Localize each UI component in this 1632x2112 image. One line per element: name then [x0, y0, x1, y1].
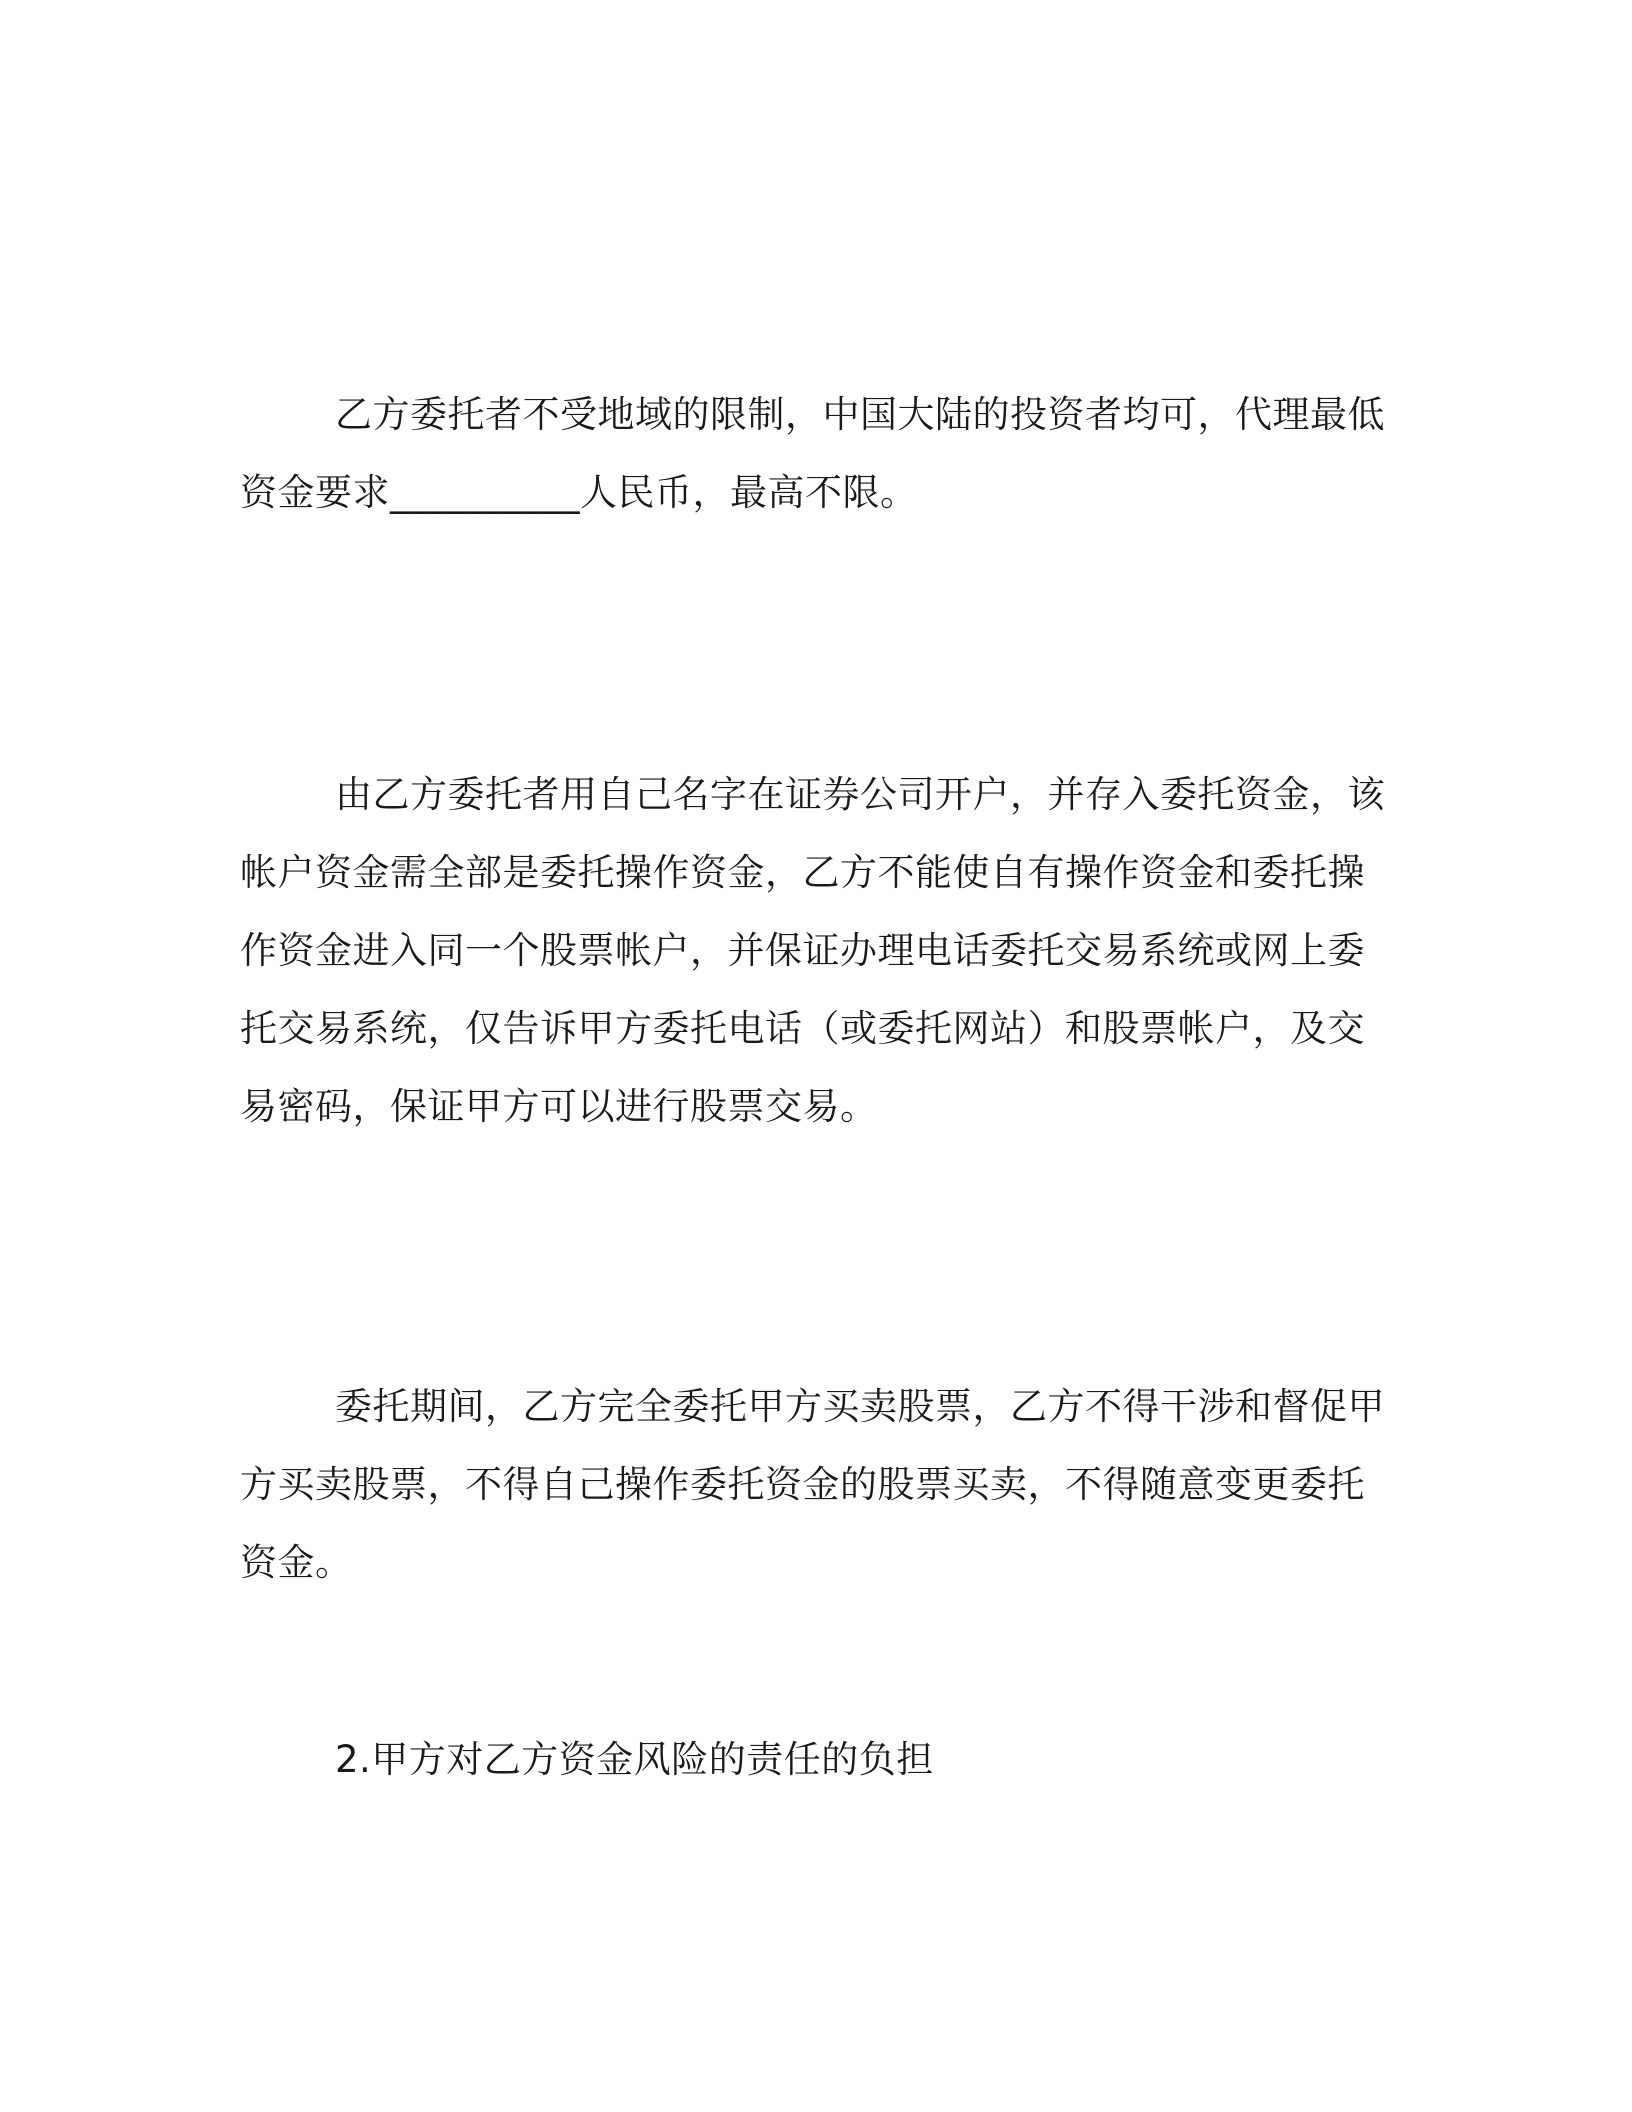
section-heading: 2.甲方对乙方资金风险的责任的负担 — [335, 1738, 934, 1781]
paragraph-min-capital: 乙方委托者不受地域的限制，中国大陆的投资者均可，代理最低资金要求__________人民币，最高不限。 — [240, 393, 1385, 514]
paragraph-account-opening: 由乙方委托者用自己名字在证券公司开户，并存入委托资金，该帐户资金需全部是委托操作资金，乙方不能使自有操作资金和委托操作资金进入同一个股票帐户，并保证办理电话委托交易系统或网上委托交易系统，仅告诉甲方委托电话（或委托网站）和股票帐户，及交易密码，保证甲方可以进行股票交易。 — [240, 773, 1385, 1128]
paragraph-entrustment-period: 委托期间，乙方完全委托甲方买卖股票，乙方不得干涉和督促甲方买卖股票，不得自己操作委托资金的股票买卖，不得随意变更委托资金。 — [240, 1385, 1385, 1584]
